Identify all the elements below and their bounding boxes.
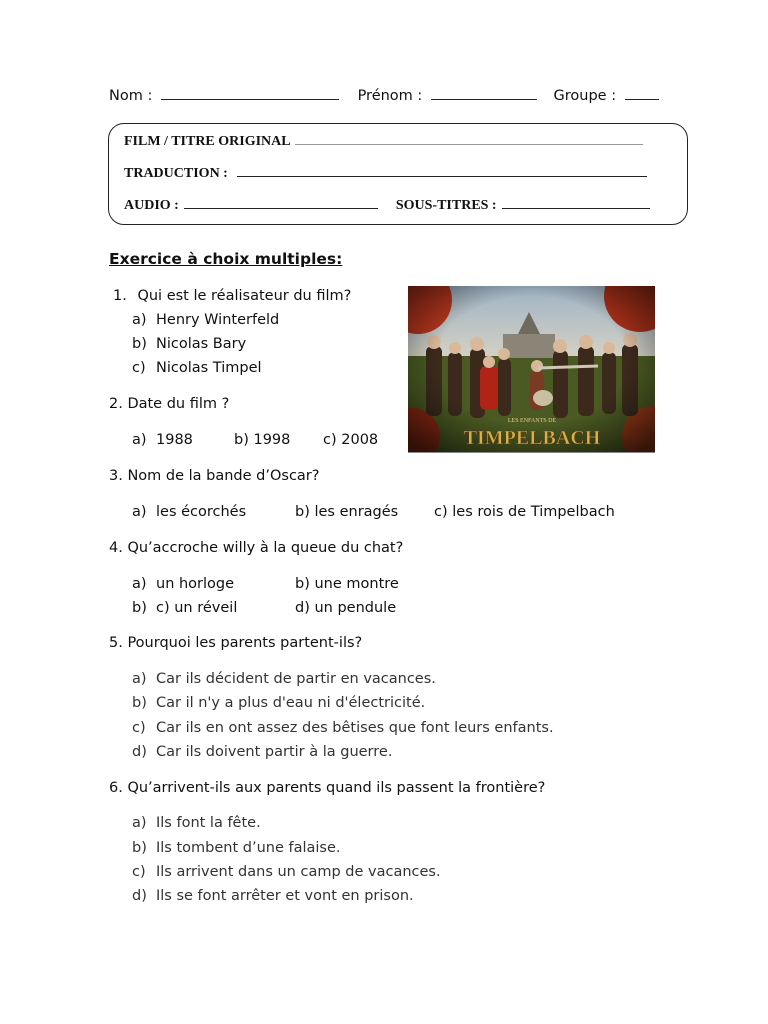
poster-title: TIMPELBACH [463,427,601,449]
sous-titres-label: SOUS-TITRES : [395,198,497,213]
q6-option-a[interactable] [132,815,261,831]
question-6: 6. Qu’arrivent-ils aux parents quand ils passent la frontière? [109,780,546,796]
question-text: Qui est le réalisateur du film? [137,288,352,304]
nom-blank[interactable] [161,98,339,100]
option-letter: d) [132,744,147,760]
option-letter: b) [132,695,147,711]
nom-label: Nom : [109,88,153,104]
option-text: Ils se font arrêter et vont en prison. [156,888,414,904]
option-letter: b) [132,336,147,352]
groupe-label: Groupe : [553,88,617,104]
poster-illustration [408,286,655,452]
option-letter: a) [132,312,147,328]
option-text: un horloge [156,576,235,592]
traduction-blank[interactable] [237,175,647,177]
q1-option-b[interactable] [132,336,247,352]
question-1 [113,288,351,304]
q2-option-b[interactable]: b) 1998 [234,432,291,448]
prenom-blank[interactable] [431,98,537,100]
option-text: Car ils en ont assez des bêtises que font leurs enfants. [156,720,554,736]
option-letter: d) [132,888,147,904]
option-letter: c) [132,720,146,736]
q3-option-b[interactable]: b) les enragés [295,504,399,520]
film-label: FILM / TITRE ORIGINAL [124,134,290,149]
q1-option-c[interactable] [132,360,262,376]
q6-option-d[interactable] [132,888,414,904]
option-text: les écorchés [156,504,247,520]
option-text: Nicolas Bary [156,336,247,352]
q2-option-a[interactable] [132,432,193,448]
question-number: 1. [113,288,127,304]
header-line [109,88,659,104]
option-letter: b) [132,840,147,856]
question-5: 5. Pourquoi les parents partent-ils? [109,635,363,651]
q4-option-a[interactable] [132,576,235,592]
q1-option-a[interactable] [132,312,280,328]
option-letter: c) [132,864,146,880]
option-letter: b) [132,600,147,616]
question-2: 2. Date du film ? [109,396,230,412]
poster-small-text: LES ENFANTS DE [507,418,557,424]
q5-option-a[interactable] [132,671,436,687]
audio-label: AUDIO : [124,198,179,213]
option-text: c) un réveil [156,600,238,616]
option-letter: a) [132,432,147,448]
q5-option-d[interactable] [132,744,393,760]
option-text: Ils font la fête. [156,815,261,831]
sous-titres-blank[interactable] [502,207,650,209]
q4-option-b[interactable]: b) une montre [295,576,399,592]
audio-row [124,198,650,214]
film-title-blank[interactable] [295,143,643,145]
groupe-blank[interactable] [625,98,659,100]
traduction-row [124,166,647,182]
option-text: Car ils doivent partir à la guerre. [156,744,393,760]
traduction-label: TRADUCTION : [124,166,228,181]
q5-option-c[interactable] [132,720,554,736]
option-text: Nicolas Timpel [156,360,262,376]
q4-option-d[interactable]: d) un pendule [295,600,397,616]
q2-option-c[interactable]: c) 2008 [323,432,379,448]
option-text: Ils tombent d’une falaise. [156,840,341,856]
option-letter: a) [132,576,147,592]
option-letter: a) [132,671,147,687]
option-text: Car il n'y a plus d'eau ni d'électricité. [156,695,426,711]
question-4: 4. Qu’accroche willy à la queue du chat? [109,540,404,556]
film-title-row [124,134,643,150]
option-letter: a) [132,815,147,831]
option-letter: a) [132,504,147,520]
q5-option-b[interactable] [132,695,426,711]
movie-poster-image [408,286,655,453]
q4-option-c[interactable] [132,600,238,616]
question-3: 3. Nom de la bande d’Oscar? [109,468,320,484]
option-text: Henry Winterfeld [156,312,280,328]
option-text: Ils arrivent dans un camp de vacances. [156,864,441,880]
exercise-title: Exercice à choix multiples: [109,250,343,268]
option-letter: c) [132,360,146,376]
prenom-label: Prénom : [357,88,423,104]
q6-option-c[interactable] [132,864,441,880]
q3-option-c[interactable]: c) les rois de Timpelbach [434,504,615,520]
audio-blank[interactable] [184,207,378,209]
q6-option-b[interactable] [132,840,341,856]
option-text: 1988 [156,432,193,448]
q3-option-a[interactable] [132,504,247,520]
option-text: Car ils décident de partir en vacances. [156,671,436,687]
